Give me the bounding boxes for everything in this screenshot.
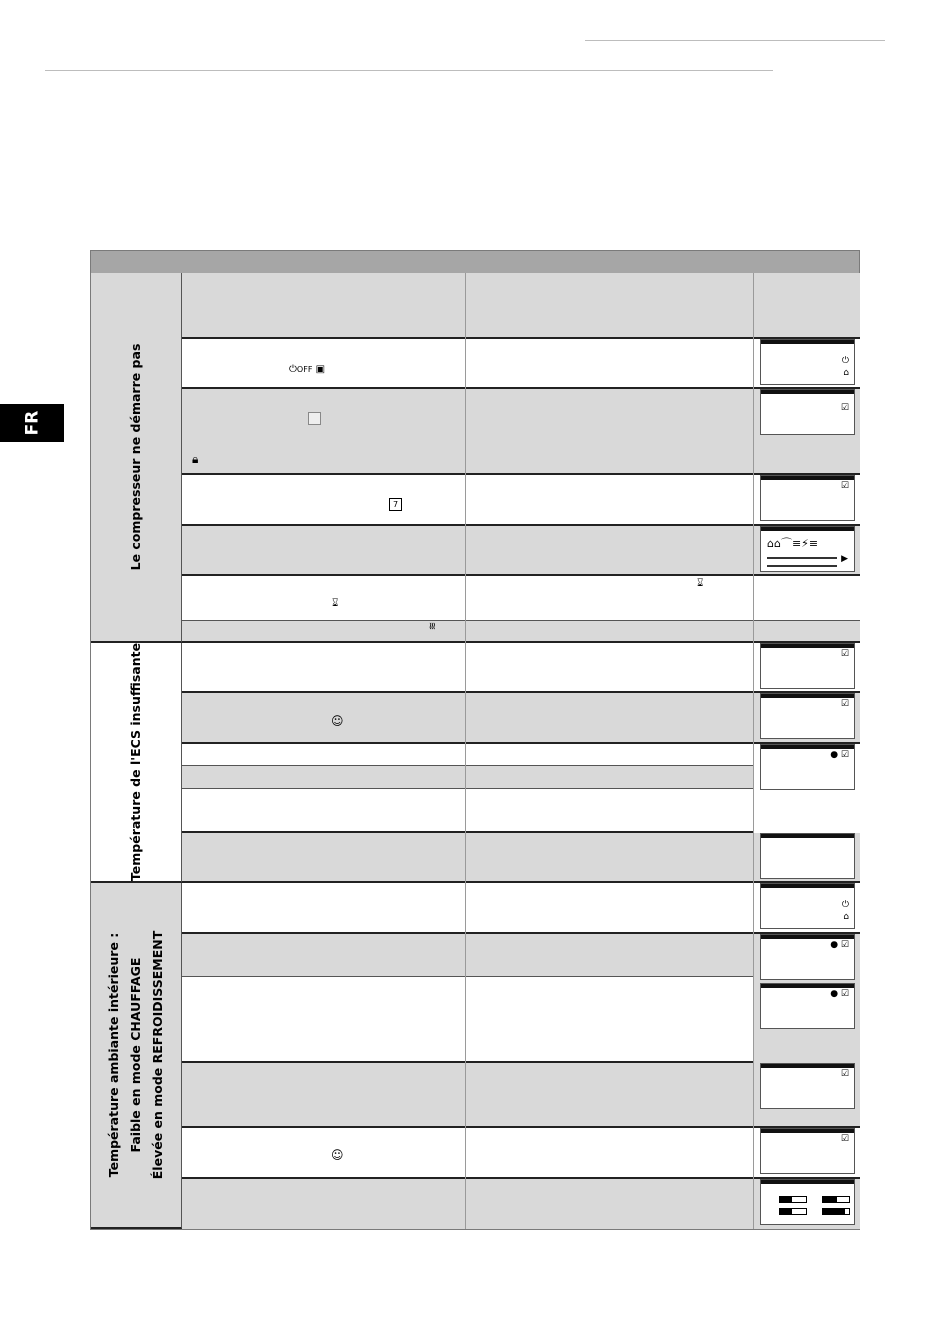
check-icon: ☑ bbox=[840, 1069, 849, 1079]
power-off-icon: ⏻OFF ▣ bbox=[289, 364, 326, 375]
table-row bbox=[182, 339, 860, 389]
clock-check-icon: ● ☑ bbox=[830, 750, 849, 760]
home-icon: ⌂ bbox=[843, 912, 849, 922]
lcd-display bbox=[760, 1128, 855, 1174]
language-tab-label: FR bbox=[21, 410, 42, 436]
group-compressor-label: Le compresseur ne démarre pas bbox=[128, 343, 143, 571]
lcd-display bbox=[760, 339, 855, 385]
group-room-line2: Faible en mode CHAUFFAGE bbox=[128, 957, 143, 1153]
table-header-row bbox=[91, 251, 859, 275]
table-row bbox=[182, 526, 860, 576]
troubleshooting-table bbox=[90, 250, 860, 1230]
lcd-display-bars bbox=[760, 1179, 855, 1225]
lcd-display bbox=[760, 934, 855, 980]
lcd-display bbox=[760, 744, 855, 790]
level-bar bbox=[779, 1196, 807, 1203]
group-compressor bbox=[91, 273, 182, 643]
check-icon: ☑ bbox=[840, 481, 849, 491]
table-row bbox=[182, 273, 860, 339]
table-row bbox=[182, 883, 860, 934]
column-divider bbox=[753, 273, 754, 1229]
table-row bbox=[182, 576, 860, 621]
check-icon: ☑ bbox=[840, 699, 849, 709]
lcd-display bbox=[760, 389, 855, 435]
hourglass-icon: ⌛︎ bbox=[697, 578, 704, 589]
lcd-display bbox=[760, 475, 855, 521]
table-row bbox=[182, 475, 860, 526]
group-room-line1: Température ambiante intérieure : bbox=[106, 932, 121, 1178]
table-row bbox=[182, 1063, 860, 1128]
check-icon: ☑ bbox=[840, 403, 849, 413]
lcd-display bbox=[760, 693, 855, 739]
table-row bbox=[182, 693, 860, 744]
lcd-display bbox=[760, 643, 855, 689]
lcd-display-status-icons bbox=[760, 526, 855, 572]
header-rule-short bbox=[585, 40, 885, 41]
table-row bbox=[182, 833, 860, 883]
power-icon: ⏻ bbox=[841, 900, 849, 910]
check-icon: ☑ bbox=[840, 649, 849, 659]
calendar-day-icon: 7 bbox=[389, 498, 402, 511]
power-icon: ⏻ bbox=[841, 356, 849, 366]
home-icon: ⌂ bbox=[843, 368, 849, 378]
table-row bbox=[182, 643, 860, 693]
column-divider bbox=[465, 273, 466, 1229]
lock-icon: 🔒︎ bbox=[192, 452, 199, 466]
lcd-display bbox=[760, 983, 855, 1029]
check-icon: ☑ bbox=[840, 1134, 849, 1144]
lcd-display bbox=[760, 883, 855, 929]
status-bar-row bbox=[767, 557, 837, 567]
group-dhw-temperature bbox=[91, 643, 182, 883]
table-row bbox=[182, 1179, 860, 1229]
table-row bbox=[182, 621, 860, 643]
status-icons-row: ⌂⌂⌒≡⚡≡ bbox=[767, 537, 819, 550]
level-bar bbox=[822, 1196, 850, 1203]
lcd-display bbox=[760, 833, 855, 879]
lcd-display bbox=[760, 1063, 855, 1109]
group-room-label bbox=[103, 931, 169, 1179]
fan-speed-icon: ≋ bbox=[426, 621, 438, 631]
note-icon bbox=[308, 412, 321, 425]
language-tab bbox=[0, 404, 64, 442]
table-row bbox=[182, 389, 860, 475]
play-icon: ▶ bbox=[841, 554, 848, 564]
header-rule-long bbox=[45, 70, 773, 71]
clock-check-icon: ● ☑ bbox=[830, 989, 849, 999]
level-bar bbox=[822, 1208, 850, 1215]
hourglass-icon: ⌛︎ bbox=[332, 598, 339, 609]
level-bar bbox=[779, 1208, 807, 1215]
group-dhw-label: Température de l'ECS insuffisante bbox=[128, 642, 143, 882]
table-row bbox=[182, 1128, 860, 1179]
eco-face-icon: ☺︎ bbox=[331, 1148, 344, 1162]
clock-check-icon: ● ☑ bbox=[830, 940, 849, 950]
group-room-temperature bbox=[91, 883, 182, 1229]
group-room-line3: Élevée en mode REFROIDISSEMENT bbox=[150, 930, 165, 1180]
eco-face-icon: ☺︎ bbox=[331, 714, 344, 728]
